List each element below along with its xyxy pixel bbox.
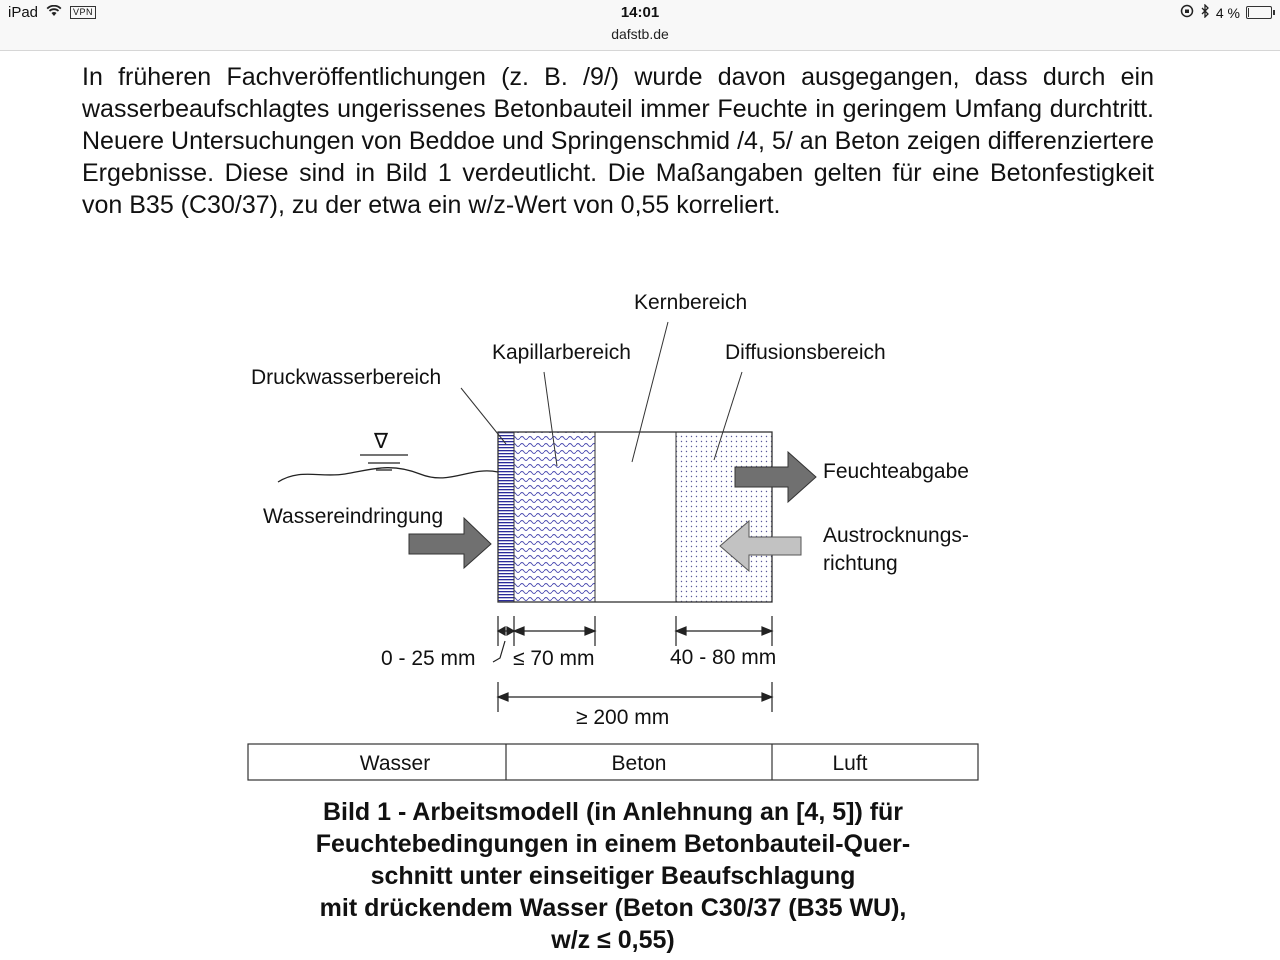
dim-70mm: ≤ 70 mm [513, 647, 595, 670]
label-kernbereich: Kernbereich [634, 291, 748, 314]
caption-line: w/z ≤ 0,55) [551, 926, 675, 954]
medium-table [248, 744, 978, 780]
label-kapillarbereich: Kapillarbereich [492, 341, 631, 364]
label-feuchteabgabe: Feuchteabgabe [823, 460, 969, 483]
kapillar-zone [514, 432, 595, 602]
dim-200mm: ≥ 200 mm [576, 706, 670, 729]
caption-line: schnitt unter einseitiger Beaufschlagung [370, 862, 856, 890]
device-name: iPad [8, 4, 39, 21]
status-time: 14:01 [620, 4, 660, 21]
caption-line: Bild 1 - Arbeitsmodell (in Anlehnung an [4, 5]) für [322, 798, 904, 826]
table-cell-luft: Luft [832, 752, 868, 775]
table-cell-beton: Beton [611, 752, 667, 775]
water-level-symbol: ∇ [374, 430, 389, 453]
caption-line: Feuchtebedingungen in einem Betonbauteil-Quer- [315, 830, 911, 858]
label-austrocknung-1: Austrocknungs- [823, 524, 969, 547]
body-paragraph: In früheren Fachveröffentlichungen (z. B. /9/) wurde davon ausgegangen, dass durch ein wasserbeaufschlagtes ungerissenes Betonbauteil immer Feuchte in geringem Umfang durchtritt. Neuere Untersuchungen von Beddoe und Springenschmid /4, 5/ an Beton zeigen differenziertere Ergebnisse. Diese sind in Bild 1 verdeutlicht. Die Maßangaben gelten für eine Betonfestigkeit von B35 (C30/37), zu der etwa ein w/z-Wert von 0,55 korreliert. [82, 63, 1154, 219]
label-druckwasserbereich: Druckwasserbereich [251, 366, 442, 389]
battery-percent: 4 % [1215, 4, 1240, 21]
figure-caption [240, 796, 986, 956]
leader-druckwasser [461, 388, 506, 444]
kern-zone [595, 432, 676, 602]
druckwasser-zone [498, 432, 514, 602]
dim-40-80mm: 40 - 80 mm [670, 646, 777, 669]
label-austrocknung-2: richtung [823, 552, 898, 575]
address-url[interactable]: dafstb.de [611, 26, 669, 42]
caption-line: mit drückendem Wasser (Beton C30/37 (B35 WU), [319, 894, 907, 922]
label-wassereindringung: Wassereindringung [263, 505, 444, 528]
vpn-badge: VPN [70, 6, 96, 19]
table-cell-wasser: Wasser [359, 752, 431, 775]
diffusion-zone [676, 432, 772, 602]
dim-0-25mm: 0 - 25 mm [381, 647, 476, 670]
label-diffusionsbereich: Diffusionsbereich [725, 341, 886, 364]
